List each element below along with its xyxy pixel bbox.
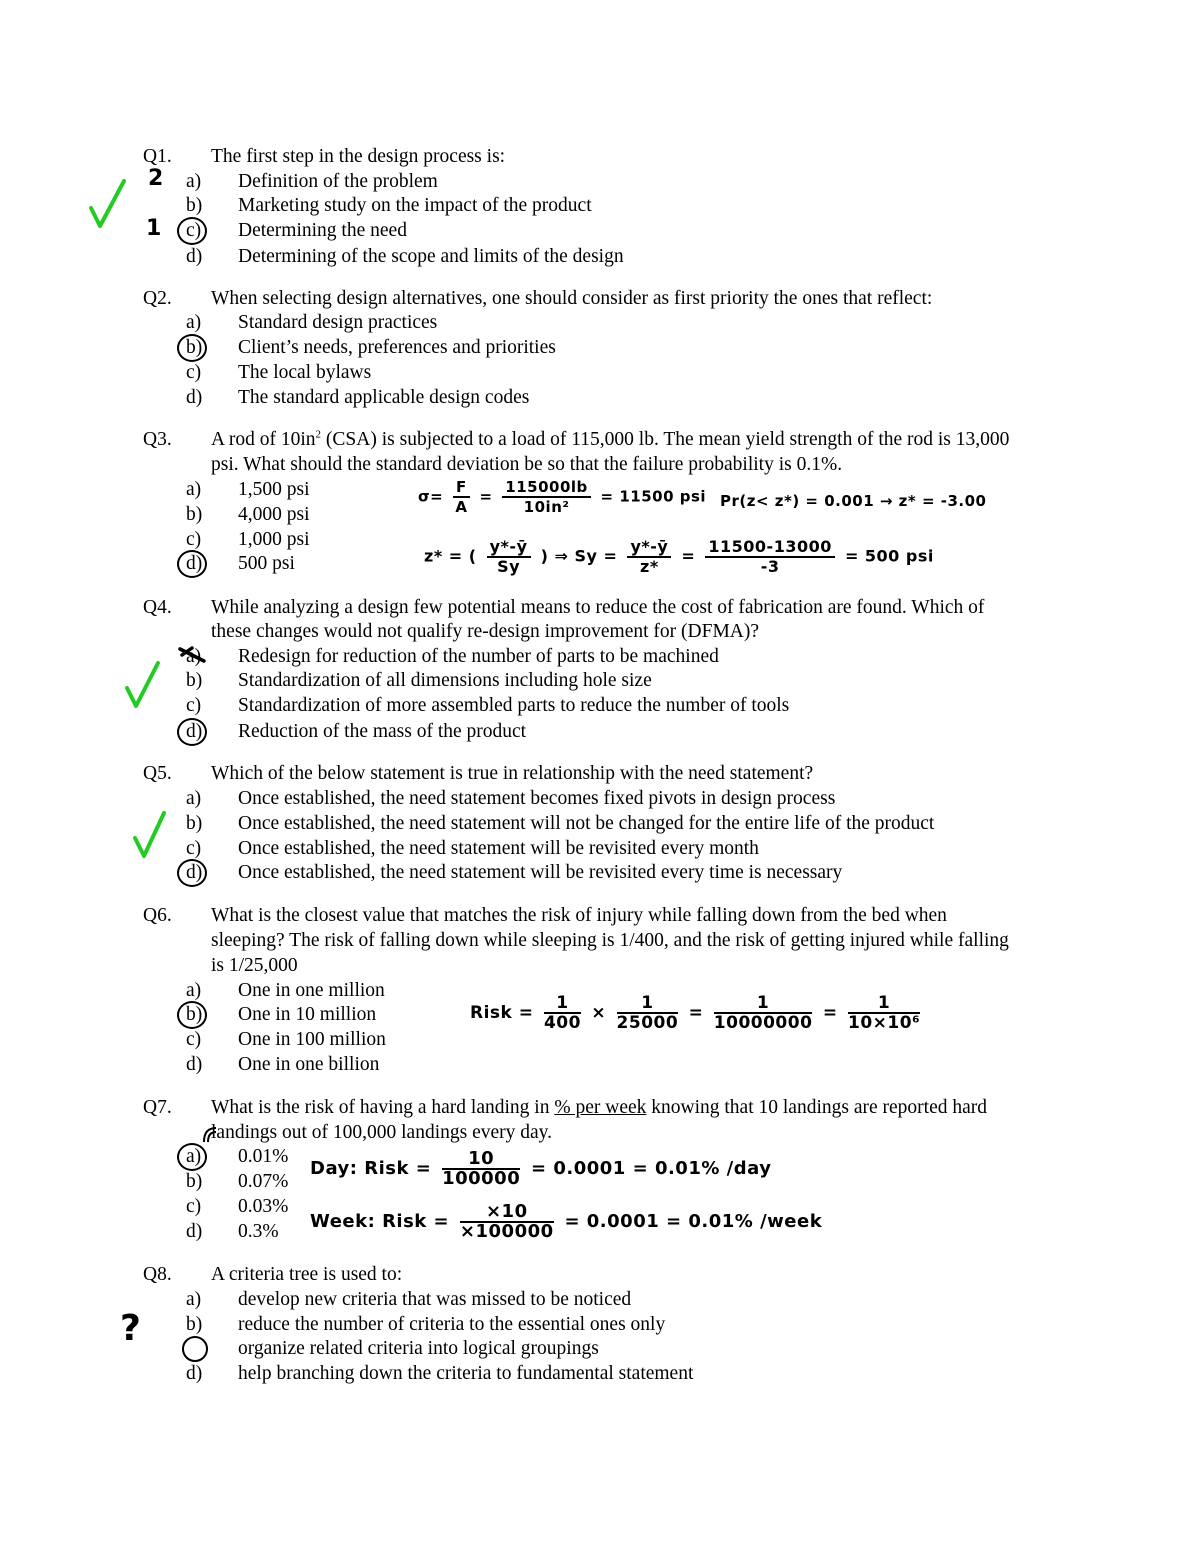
q5-option-a: Once established, the need statement becomes fixed pivots in design process [238, 788, 836, 809]
q6-option-c: One in 100 million [238, 1029, 386, 1050]
q8-option-c: organize related criteria into logical groupings [238, 1338, 599, 1359]
q4-check-icon [124, 660, 164, 712]
q6-option-b: One in 10 million [238, 1004, 377, 1025]
q1-option-d: Determining of the scope and limits of the design [238, 246, 624, 267]
q4-option-a-letter: a) [186, 646, 202, 667]
q3-stress-calc: σ= $\frac{F}{A}$ = $\frac{115000lb}{\text{10in²}}$ = 11500 psi [418, 478, 707, 516]
q6-number: Q6. [143, 905, 172, 926]
q6-risk-calc: Risk = $\frac{1}{400}$ × $\frac{1}{25000}$ = $\frac{1}{10000000}$ = $\frac{1}{\text{10×10⁶}}$ [470, 993, 921, 1033]
q8-text: A criteria tree is used to: [211, 1264, 403, 1285]
q8-option-b-letter: b) [186, 1314, 203, 1335]
q1-option-b-letter: b) [186, 195, 203, 216]
q4-text-line1: While analyzing a design few potential means to reduce the cost of fabrication are found. Which of [211, 597, 985, 618]
q6-text-line1: What is the closest value that matches the risk of injury while falling down from the bed when [211, 905, 947, 926]
q7-text-line2: landings out of 100,000 landings every day. [211, 1122, 553, 1143]
q6-text-line2: sleeping? The risk of falling down while sleeping is 1/400, and the risk of getting injured while falling [211, 930, 1009, 951]
q8-option-a-letter: a) [186, 1289, 202, 1310]
q2-option-a-letter: a) [186, 312, 202, 333]
q2-option-b: Client’s needs, preferences and priorities [238, 337, 556, 358]
q2-option-b-letter: b) [186, 337, 203, 358]
q3-option-c: 1,000 psi [238, 529, 310, 550]
q7-number: Q7. [143, 1097, 172, 1118]
q1-text: The first step in the design process is: [211, 146, 506, 167]
q8-option-d-letter: d) [186, 1363, 203, 1384]
q1-rank-c: 1 [146, 216, 162, 241]
q7-option-c: 0.03% [238, 1196, 289, 1217]
q6-option-a: One in one million [238, 980, 385, 1001]
q3-option-a: 1,500 psi [238, 479, 310, 500]
q3-text-line1: A rod of $10in^2$ (CSA) is subjected to a load of 115,000 lb. The mean yield strength of the rod is 13,000 [211, 428, 1010, 450]
q8-number: Q8. [143, 1264, 172, 1285]
q1-option-c-letter: c) [186, 220, 202, 241]
q6-text-line3: is 1/25,000 [211, 955, 298, 976]
q5-text: Which of the below statement is true in relationship with the need statement? [211, 763, 814, 784]
q5-number: Q5. [143, 763, 172, 784]
q5-answer-circle [177, 859, 207, 887]
q1-option-b: Marketing study on the impact of the product [238, 195, 592, 216]
q4-number: Q4. [143, 597, 172, 618]
q7-scribble-mark-icon [200, 1124, 220, 1144]
q4-option-d: Reduction of the mass of the product [238, 721, 527, 742]
q2-option-c-letter: c) [186, 362, 202, 383]
q5-option-c: Once established, the need statement will be revisited every month [238, 838, 759, 859]
q6-option-c-letter: c) [186, 1029, 202, 1050]
q5-check-icon [132, 810, 172, 862]
q4-strike-mark-icon [178, 645, 208, 665]
q4-text-line2: these changes would not qualify re-design improvement for (DFMA)? [211, 621, 760, 642]
q3-answer-circle [177, 550, 207, 578]
q4-option-b-letter: b) [186, 670, 203, 691]
q2-answer-circle [177, 334, 207, 362]
q7-text-line1: What is the risk of having a hard landing in % per week knowing that 10 landings are reported hard [211, 1097, 988, 1118]
q3-text-line2: psi. What should the standard deviation be so that the failure probability is 0.1%. [211, 454, 843, 475]
q1-rank-a: 2 [148, 166, 164, 191]
q7-option-b: 0.07% [238, 1171, 289, 1192]
q3-option-c-letter: c) [186, 529, 202, 550]
q7-option-c-letter: c) [186, 1196, 202, 1217]
q4-option-d-letter: d) [186, 721, 203, 742]
q8-question-mark: ? [120, 1308, 142, 1349]
q2-text: When selecting design alternatives, one should consider as first priority the ones that reflect: [211, 288, 933, 309]
q6-option-d: One in one billion [238, 1054, 380, 1075]
q5-option-d: Once established, the need statement will be revisited every time is necessary [238, 862, 843, 883]
q8-option-b: reduce the number of criteria to the essential ones only [238, 1314, 666, 1335]
q1-option-d-letter: d) [186, 246, 203, 267]
q8-option-d: help branching down the criteria to fundamental statement [238, 1363, 694, 1384]
q3-option-a-letter: a) [186, 479, 202, 500]
q4-option-b: Standardization of all dimensions including hole size [238, 670, 652, 691]
q3-option-d: 500 psi [238, 553, 295, 574]
q4-option-a: Redesign for reduction of the number of parts to be machined [238, 646, 719, 667]
q4-option-c: Standardization of more assembled parts to reduce the number of tools [238, 695, 790, 716]
q8-answer-circle [182, 1336, 208, 1362]
q3-probability: Pr(z< z*) = 0.001 → z* = -3.00 [720, 492, 987, 510]
q3-std-dev-calc: z* = ( $\frac{y*-ȳ}{Sy}$ ) ⇒ Sy = $\frac{y*-ȳ}{z*}$ = $\frac{11500-13000}{-3}$ = 500 psi [424, 537, 934, 576]
q6-option-d-letter: d) [186, 1054, 203, 1075]
q2-option-d-letter: d) [186, 387, 203, 408]
q7-option-b-letter: b) [186, 1171, 203, 1192]
q7-option-d: 0.3% [238, 1221, 279, 1242]
q2-option-d: The standard applicable design codes [238, 387, 530, 408]
q2-option-a: Standard design practices [238, 312, 438, 333]
q7-option-a-letter: a) [186, 1146, 202, 1167]
q4-answer-circle [177, 718, 207, 746]
q1-number: Q1. [143, 146, 172, 167]
q1-option-a: Definition of the problem [238, 171, 438, 192]
q6-option-b-letter: b) [186, 1004, 203, 1025]
q2-option-c: The local bylaws [238, 362, 372, 383]
q5-option-b: Once established, the need statement will not be changed for the entire life of the product [238, 813, 935, 834]
q6-option-a-letter: a) [186, 980, 202, 1001]
q3-option-d-letter: d) [186, 553, 203, 574]
q4-option-c-letter: c) [186, 695, 202, 716]
q3-option-b-letter: b) [186, 504, 203, 525]
q5-option-a-letter: a) [186, 788, 202, 809]
q1-answer-circle [177, 217, 207, 245]
q3-option-b: 4,000 psi [238, 504, 310, 525]
q7-option-d-letter: d) [186, 1221, 203, 1242]
q1-option-a-letter: a) [186, 171, 202, 192]
q5-option-b-letter: b) [186, 813, 203, 834]
q6-answer-circle [177, 1001, 207, 1029]
q7-week-risk-calc: Week: Risk = $\frac{\times 10}{\times 100000}$ = 0.0001 = 0.01% /week [310, 1201, 823, 1242]
q7-answer-circle [177, 1143, 207, 1171]
q5-option-d-letter: d) [186, 862, 203, 883]
q1-option-c: Determining the need [238, 220, 407, 241]
q3-number: Q3. [143, 429, 172, 450]
q7-option-a: 0.01% [238, 1146, 289, 1167]
q5-option-c-letter: c) [186, 838, 202, 859]
q2-number: Q2. [143, 288, 172, 309]
q8-option-a: develop new criteria that was missed to be noticed [238, 1289, 632, 1310]
q7-day-risk-calc: Day: Risk = $\frac{10}{100000}$ = 0.0001 = 0.01% /day [310, 1148, 772, 1189]
q1-check-icon [88, 178, 128, 230]
